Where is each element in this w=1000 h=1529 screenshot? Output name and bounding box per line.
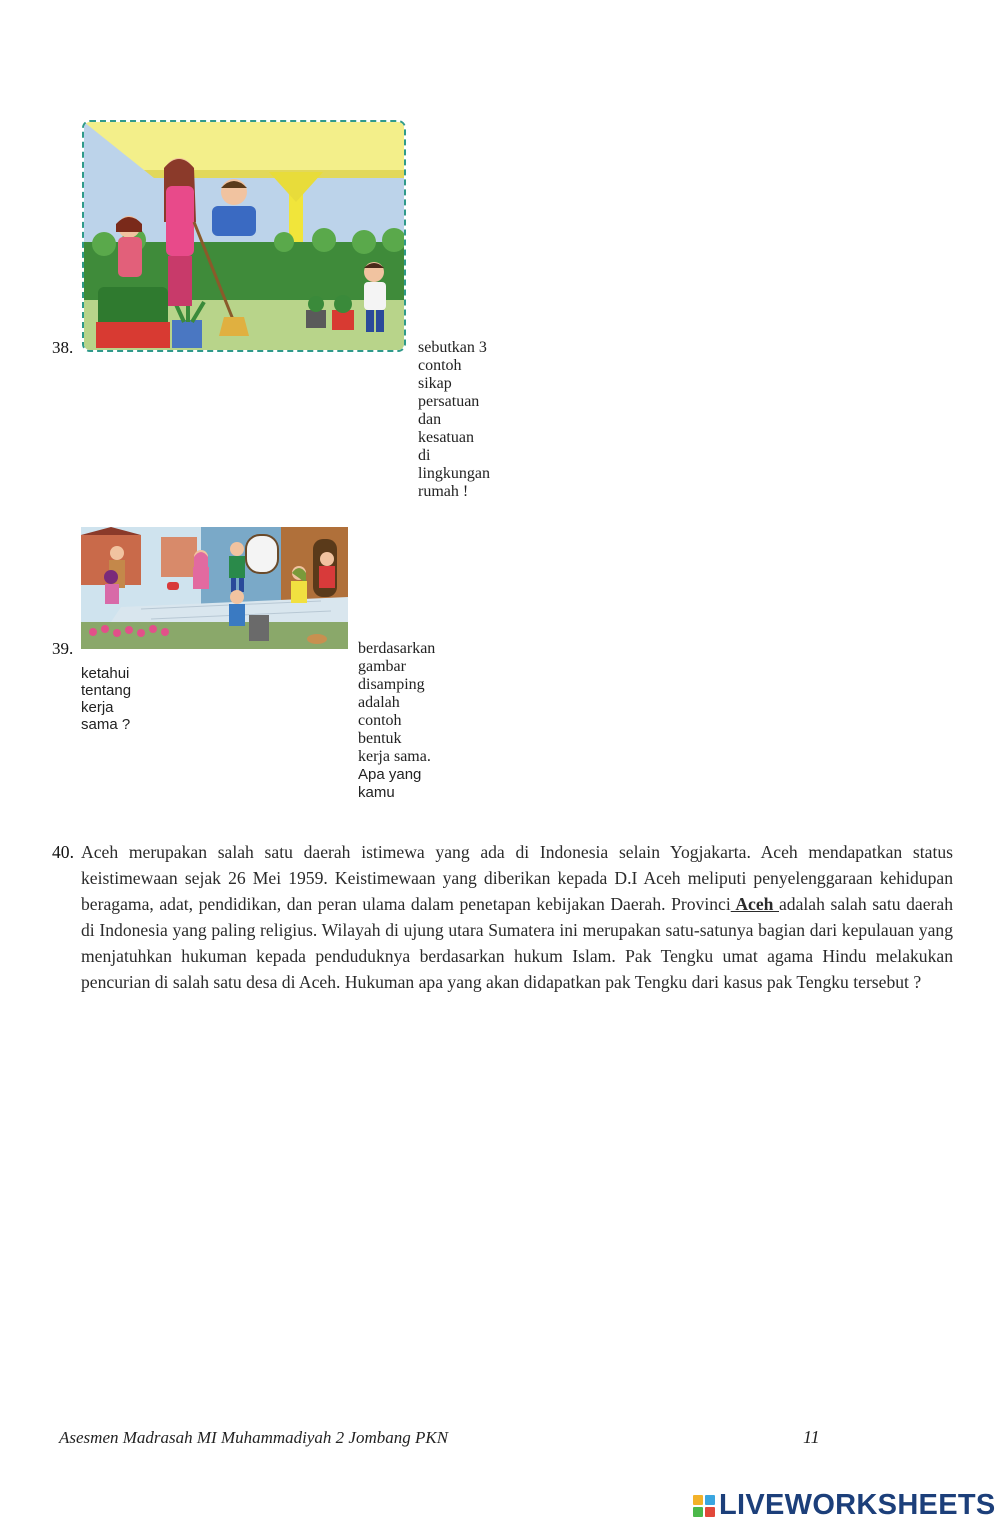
- family-gardening-illustration: [82, 120, 406, 352]
- question-38-number: 38.: [52, 338, 74, 357]
- question-39-text: [358, 640, 435, 802]
- question-40-text-after: adalah salah satu daerah di Indonesia yang paling religius. Wilayah di ujung utara Sumatera ini merupakan satu-satunya bagian dari kepulauan yang menjatuhkan hukuman kepada penduduknya berdasarkan hukum Islam. Pak Tengku umat agama Hindu melakukan pencurian di salah satu desa di Aceh. Hukuman apa yang akan didapatkan pak Tengku dari kasus pak Tengku tersebut ?: [81, 894, 953, 992]
- liveworksheets-brand[interactable]: [693, 1489, 996, 1522]
- question-38-text: sebutkan 3 contoh sikap persatuan dan kesatuan di lingkungan rumah !: [418, 339, 490, 500]
- question-40-text: [81, 839, 953, 995]
- question-40-number: 40.: [52, 842, 74, 862]
- liveworksheets-logo-icon: [693, 1495, 715, 1517]
- footer-title: Asesmen Madrasah MI Muhammadiyah 2 Jombang PKN: [59, 1428, 449, 1447]
- question-39-text-line2: ketahui tentang kerja sama ?: [81, 665, 132, 733]
- question-39-text-part2: Apa yang kamu: [358, 766, 422, 801]
- question-39-number: 39.: [52, 639, 74, 658]
- question-39-text-part1: berdasarkan gambar disamping adalah contoh bentuk kerja sama.: [358, 640, 436, 765]
- question-40-text-before: Aceh merupakan salah satu daerah istimewa yang ada di Indonesia selain Yogjakarta. Aceh mendapatkan status keistimewaan sejak 26 Mei 1959. Keistimewaan yang diberikan kepada D.I Aceh meliputi penyelenggaraan kehidupan beragama, adat, pendidikan, dan peran ulama dalam penetapan kebijakan Daerah. Provinci: [81, 842, 953, 914]
- children-cleaning-illustration: [81, 527, 348, 649]
- brand-name: LIVEWORKSHEETS: [719, 1489, 996, 1521]
- page-number: 11: [803, 1427, 820, 1447]
- question-40-emphasis: Aceh: [730, 894, 779, 914]
